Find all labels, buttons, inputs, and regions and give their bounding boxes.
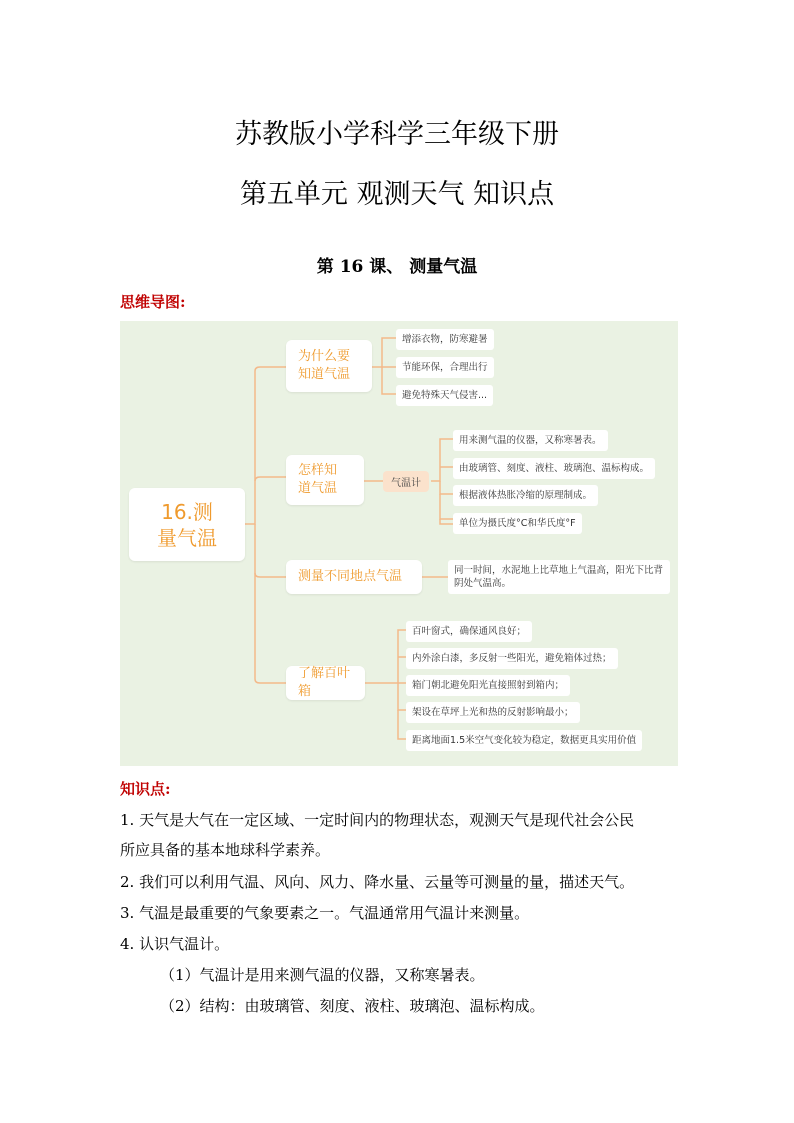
- document-title: 苏教版小学科学三年级下册: [235, 119, 559, 150]
- leaf-why-1: 增添衣物，防寒避暑: [396, 329, 494, 350]
- knowledge-point-4: 4. 认识气温计。: [120, 935, 230, 953]
- lesson-heading: 第 16 课、 测量气温: [316, 257, 478, 277]
- mind-map-label: 思维导图:: [120, 293, 186, 311]
- mind-map: [120, 321, 678, 766]
- branch-louvre-box: [286, 666, 365, 700]
- leaf-how-1: 用来测气温的仪器，又称寒暑表。: [453, 430, 608, 451]
- leaf-why-2: 节能环保，合理出行: [396, 357, 494, 378]
- branch-why-label: 为什么要知道气温: [298, 349, 351, 382]
- branch-places-label: 测量不同地点气温: [298, 569, 403, 584]
- leaf-box-4: 架设在草坪上光和热的反射影响最小；: [406, 702, 580, 723]
- center-label: 16.测量气温: [157, 499, 217, 550]
- branch-why: [286, 340, 372, 392]
- leaf-how-2: 由玻璃管、刻度、液柱、玻璃泡、温标构成。: [453, 458, 655, 479]
- branch-how-label: 怎样知道气温: [298, 463, 338, 496]
- knowledge-point-1a: 1. 天气是大气在一定区域、一定时间内的物理状态，观测天气是现代社会公民: [120, 811, 635, 829]
- knowledge-point-4-2: （2）结构：由玻璃管、刻度、液柱、玻璃泡、温标构成。: [160, 997, 545, 1015]
- branch-how: [286, 455, 364, 505]
- document-subtitle: 第五单元 观测天气 知识点: [239, 179, 555, 210]
- leaf-how-4: 单位为摄氏度°C和华氏度°F: [453, 513, 582, 534]
- leaf-box-5: 距离地面1.5米空气变化较为稳定，数据更具实用价值: [406, 730, 642, 751]
- knowledge-point-1b: 所应具备的基本地球科学素养。: [120, 841, 331, 859]
- leaf-places-1: 同一时间，水泥地上比草地上气温高，阳光下比背阴处气温高。: [448, 560, 670, 594]
- leaf-box-2: 内外涂白漆，多反射一些阳光，避免箱体过热；: [406, 648, 618, 669]
- leaf-box-3: 箱门朝北避免阳光直接照射到箱内；: [406, 675, 570, 696]
- leaf-box-1: 百叶窗式，确保通风良好；: [406, 621, 532, 642]
- branch-louvre-box-label: 了解百叶箱: [298, 666, 351, 699]
- knowledge-point-3: 3. 气温是最重要的气象要素之一。气温通常用气温计来测量。: [120, 904, 530, 922]
- branch-places: [286, 560, 422, 594]
- mind-map-center-node: [129, 488, 245, 561]
- knowledge-label: 知识点:: [120, 780, 171, 798]
- knowledge-point-4-1: （1）气温计是用来测气温的仪器，又称寒暑表。: [160, 966, 485, 984]
- knowledge-point-2: 2. 我们可以利用气温、风向、风力、降水量、云量等可测量的量，描述天气。: [120, 873, 635, 891]
- leaf-why-3: 避免特殊天气侵害...: [396, 385, 493, 406]
- thermometer-node: 气温计: [383, 471, 429, 492]
- leaf-how-3: 根据液体热胀冷缩的原理制成。: [453, 485, 598, 506]
